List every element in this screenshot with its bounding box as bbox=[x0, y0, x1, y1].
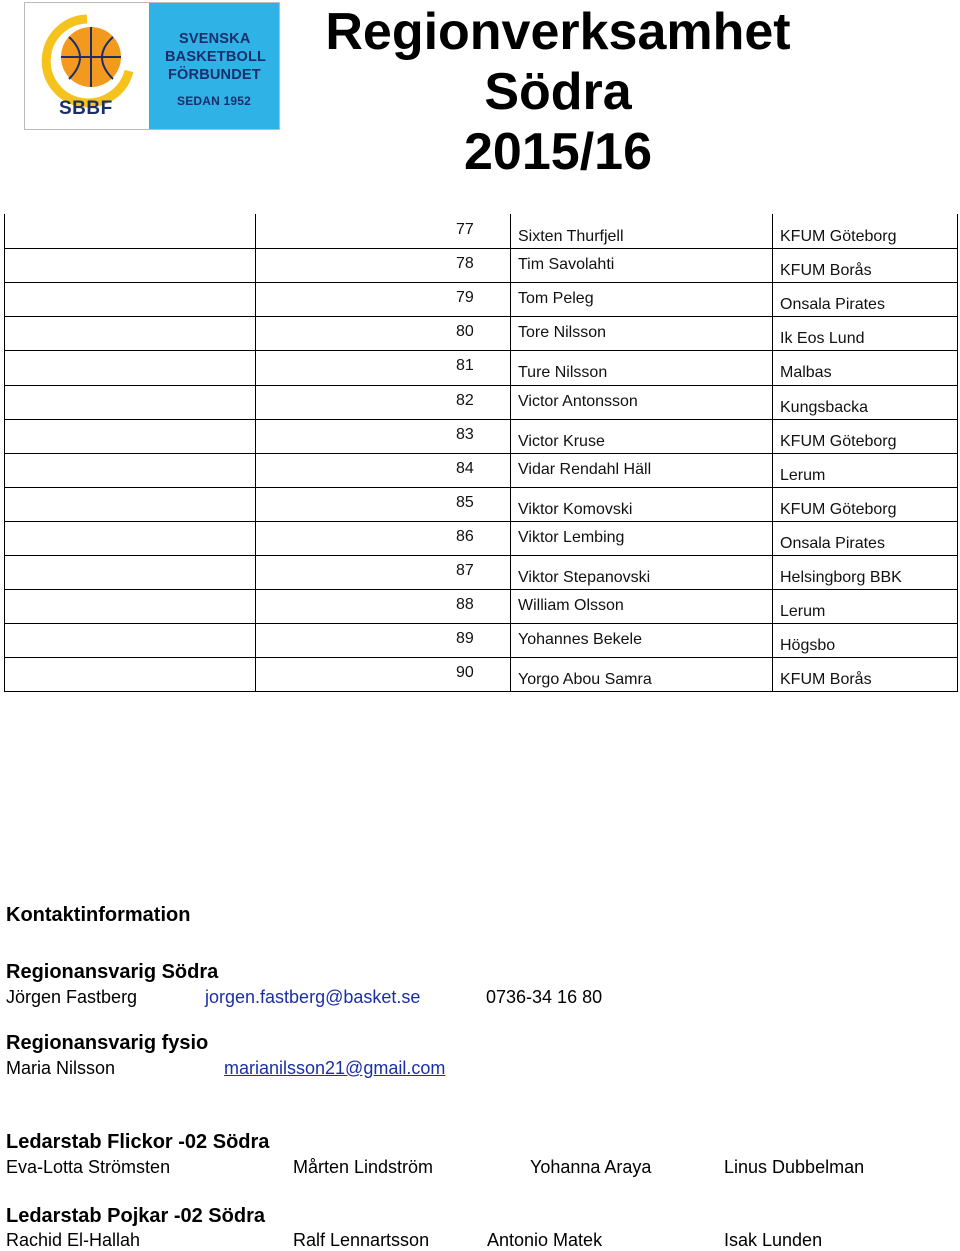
pojkar-leader: Rachid El-Hallah bbox=[6, 1230, 141, 1250]
fysio-email-link[interactable]: marianilsson21@gmail.com bbox=[224, 1058, 446, 1078]
logo-emblem bbox=[25, 3, 149, 129]
table-cell-name: Sixten Thurfjell bbox=[518, 228, 624, 245]
table-cell-club: Kungsbacka bbox=[780, 398, 869, 416]
table-cell-club: Onsala Pirates bbox=[780, 534, 885, 552]
table-cell-number: 79 bbox=[456, 289, 474, 307]
player-table bbox=[4, 214, 958, 692]
table-row-divider bbox=[4, 419, 958, 420]
table-row-divider bbox=[4, 623, 958, 624]
table-row-divider bbox=[4, 453, 958, 454]
table-cell-number: 77 bbox=[456, 221, 474, 238]
table-cell-club: KFUM Borås bbox=[780, 262, 872, 280]
table-row-divider bbox=[4, 589, 958, 590]
table-cell-club: KFUM Borås bbox=[780, 671, 872, 689]
table-cell-name: Victor Antonsson bbox=[518, 392, 638, 410]
table-row-divider bbox=[4, 487, 958, 488]
table-cell-club: KFUM Göteborg bbox=[780, 432, 897, 450]
flickor-leader: Yohanna Araya bbox=[530, 1157, 652, 1177]
table-cell-name: William Olsson bbox=[518, 597, 624, 615]
title-line-1: Regionverksamhet bbox=[325, 3, 791, 61]
table-cell-name: Tore Nilsson bbox=[518, 324, 607, 342]
table-cell-name: Tim Savolahti bbox=[518, 256, 615, 274]
table-cell-name: Viktor Stepanovski bbox=[518, 569, 651, 586]
table-cell-name: Yohannes Bekele bbox=[518, 631, 642, 649]
table-row-divider bbox=[4, 350, 958, 351]
title-line-2: Södra bbox=[484, 63, 632, 121]
table-cell-club: KFUM Göteborg bbox=[780, 500, 897, 518]
table-cell-number: 90 bbox=[456, 664, 474, 682]
table-cell-number: 87 bbox=[456, 562, 474, 579]
table-cell-name: Yorgo Abou Samra bbox=[518, 671, 652, 689]
table-row-divider bbox=[4, 282, 958, 283]
table-cell-club: Ik Eos Lund bbox=[780, 330, 865, 348]
logo-abbr: SBBF bbox=[59, 98, 113, 119]
region-name: Jörgen Fastberg bbox=[6, 987, 138, 1007]
logo-line-2: BASKETBOLL bbox=[165, 49, 267, 65]
table-cell-number: 78 bbox=[456, 255, 474, 273]
table-row-divider bbox=[4, 248, 958, 249]
pojkar-leader: Ralf Lennartsson bbox=[293, 1230, 430, 1250]
table-cell-name: Victor Kruse bbox=[518, 432, 605, 450]
table-cell-number: 83 bbox=[456, 425, 474, 443]
table-cell-club: Högsbo bbox=[780, 637, 836, 655]
table-cell-name: Viktor Komovski bbox=[518, 500, 633, 518]
flickor-leader: Eva-Lotta Strömsten bbox=[6, 1157, 171, 1177]
table-row-divider bbox=[4, 521, 958, 522]
sbbf-logo bbox=[24, 2, 280, 130]
fysio-name: Maria Nilsson bbox=[6, 1058, 116, 1078]
table-row-divider bbox=[4, 555, 958, 556]
table-cell-club: KFUM Göteborg bbox=[780, 228, 897, 245]
flickor-heading: Ledarstab Flickor -02 Södra bbox=[6, 1131, 270, 1153]
table-row-divider bbox=[4, 385, 958, 386]
table-cell-club: Lerum bbox=[780, 466, 826, 484]
logo-line-4: SEDAN 1952 bbox=[177, 94, 252, 108]
table-cell-name: Tom Peleg bbox=[518, 290, 594, 308]
table-cell-number: 85 bbox=[456, 493, 474, 511]
logo-line-3: FÖRBUNDET bbox=[168, 67, 261, 83]
table-cell-name: Vidar Rendahl Häll bbox=[518, 460, 652, 478]
table-cell-number: 89 bbox=[456, 630, 474, 648]
title-line-3: 2015/16 bbox=[464, 123, 652, 181]
logo-line-1: SVENSKA bbox=[179, 31, 251, 47]
table-cell-number: 82 bbox=[456, 391, 474, 409]
pojkar-leader: Isak Lunden bbox=[724, 1230, 823, 1250]
fysio-heading: Regionansvarig fysio bbox=[6, 1032, 209, 1054]
logo-text bbox=[165, 30, 266, 110]
table-row-divider bbox=[4, 316, 958, 317]
contact-heading: Kontaktinformation bbox=[6, 904, 191, 926]
table-row-divider bbox=[4, 657, 958, 658]
pojkar-heading: Ledarstab Pojkar -02 Södra bbox=[6, 1205, 265, 1227]
table-cell-club: Helsingborg BBK bbox=[780, 569, 902, 586]
region-heading: Regionansvarig Södra bbox=[6, 961, 219, 983]
table-row-divider bbox=[4, 691, 958, 692]
region-email-link[interactable]: jorgen.fastberg@basket.se bbox=[205, 987, 421, 1007]
table-cell-number: 81 bbox=[456, 357, 474, 375]
table-cell-name: Ture Nilsson bbox=[518, 364, 608, 382]
table-cell-number: 84 bbox=[456, 459, 474, 477]
flickor-leader: Linus Dubbelman bbox=[724, 1157, 865, 1177]
table-cell-number: 86 bbox=[456, 527, 474, 545]
table-cell-club: Malbas bbox=[780, 364, 832, 382]
table-cell-club: Onsala Pirates bbox=[780, 296, 885, 314]
table-cell-club: Lerum bbox=[780, 603, 826, 621]
page-title bbox=[310, 0, 806, 182]
pojkar-leader: Antonio Matek bbox=[487, 1230, 603, 1250]
region-phone: 0736-34 16 80 bbox=[486, 987, 603, 1007]
table-cell-number: 88 bbox=[456, 596, 474, 614]
table-cell-name: Viktor Lembing bbox=[518, 528, 625, 546]
table-cell-number: 80 bbox=[456, 323, 474, 341]
flickor-leader: Mårten Lindström bbox=[293, 1157, 434, 1177]
